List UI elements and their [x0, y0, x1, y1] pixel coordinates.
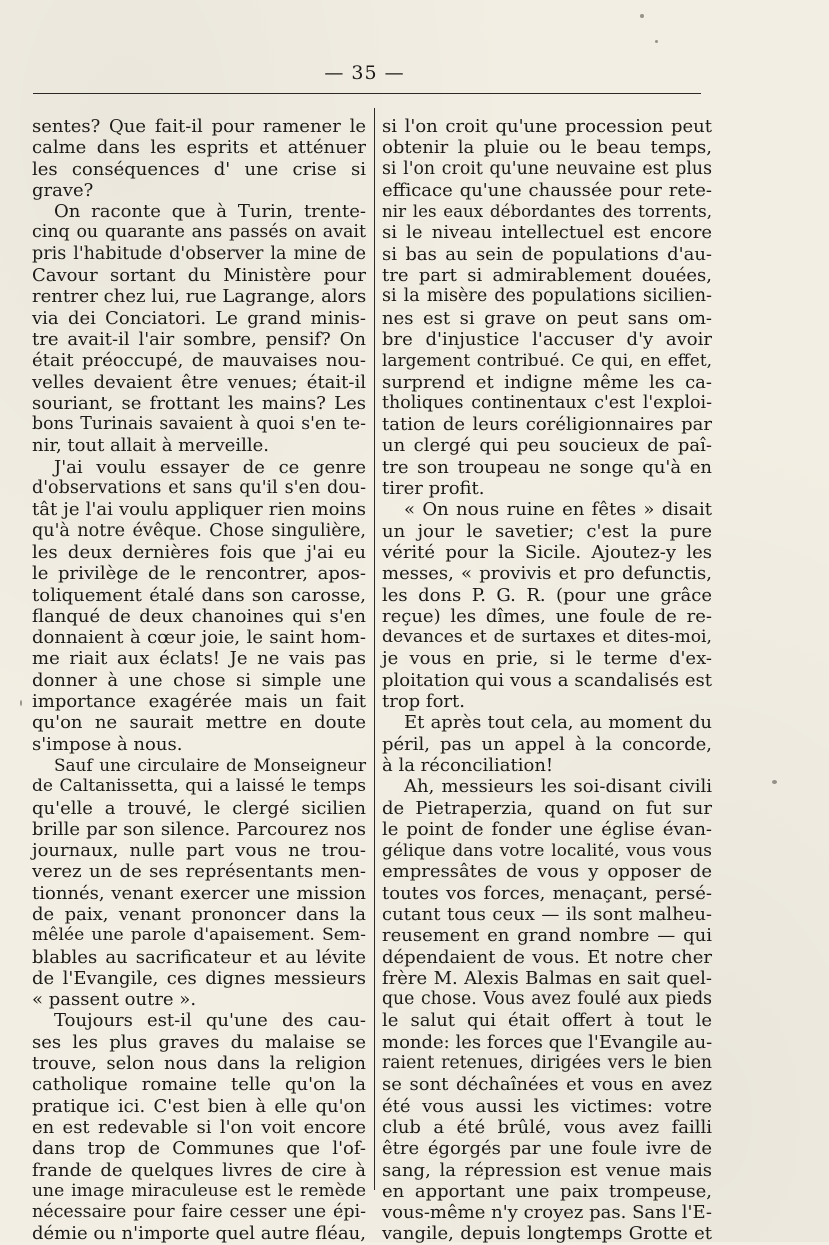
right-column-line: ploitation qui vous a scandalisés est: [382, 669, 712, 691]
left-column-line: verez un de ses représentants men-: [32, 861, 366, 883]
right-column-line: péril, pas un appel à la concorde,: [382, 733, 712, 755]
right-column-line: en apportant une paix trompeuse,: [382, 1180, 712, 1202]
left-column-line: « passent outre ».: [32, 989, 197, 1011]
left-column-line: bons Turinais savaient à quoi s'en te-: [32, 414, 366, 435]
left-column-line: souriant, se frottant les mains? Les: [32, 392, 366, 414]
left-column-line: frande de quelques livres de cire à: [32, 1159, 366, 1181]
left-column: [32, 116, 366, 1245]
left-column-line: blables au sacrificateur et au lévite: [32, 946, 366, 968]
left-column-line: sentes? Que fait-il pour ramener le: [32, 116, 366, 137]
left-column-line: de paix, venant prononcer dans la: [32, 903, 366, 925]
right-column-line: si l'on croit qu'une procession peut: [382, 116, 712, 137]
left-column-line: pratique ici. C'est bien à elle qu'on: [32, 1095, 366, 1117]
left-column-line: rentrer chez lui, rue Lagrange, alors: [32, 286, 367, 308]
right-column-line: surprend et indigne même les ca-: [382, 371, 712, 393]
right-column-line: si la misère des populations sicilien-: [382, 286, 712, 307]
left-column-line: journaux, nulle part vous ne trou-: [32, 840, 366, 862]
left-column-line: tionnés, venant exercer une mission: [32, 882, 366, 904]
left-column-line: dans trop de Communes que l'of-: [32, 1138, 366, 1160]
right-column-line: tholiques continentaux c'est l'exploi-: [382, 392, 712, 413]
left-column-line: le privilège de le rencontrer, apos-: [32, 563, 366, 585]
left-column-line: via dei Conciatori. Le grand minis-: [32, 307, 366, 329]
right-column-line: si l'on croit qu'une neuvaine est plus: [382, 158, 712, 179]
left-column-line: pris l'habitude d'observer la mine de: [32, 243, 366, 264]
right-column-line: vérité pour la Sicile. Ajoutez-y les: [382, 541, 712, 563]
left-column-line: donner à une chose si simple une: [32, 669, 366, 691]
right-column-line: empressâtes de vous y opposer de: [382, 861, 712, 883]
right-column-line: devances et de surtaxes et dites-moi,: [382, 627, 712, 648]
right-column-line: largement contribué. Ce qui, en effet,: [382, 350, 712, 371]
right-column-line: frère M. Alexis Balmas en sait quel-: [382, 967, 712, 989]
right-column-line: toutes vos forces, menaçant, persé-: [382, 882, 712, 904]
page-number: — 35 —: [324, 62, 405, 84]
left-column-line: était préoccupé, de mauvaises nou-: [32, 350, 366, 372]
right-column-line: un clergé qui peu soucieux de paî-: [382, 435, 712, 457]
right-column-line: cutant tous ceux — ils sont malheu-: [382, 903, 712, 925]
left-column-line: mêlée une parole d'apaisement. Sem-: [32, 925, 366, 946]
left-column-line: nir, tout allait à merveille.: [32, 435, 269, 457]
right-column-line: été vous aussi les victimes: votre: [382, 1095, 712, 1117]
right-column-line: se sont déchaînées et vous en avez: [382, 1074, 712, 1096]
right-column-line: si le niveau intellectuel est encore: [382, 222, 712, 244]
left-column-line: une image miraculeuse est le remède: [32, 1180, 366, 1201]
right-column-line: que chose. Vous avez foulé aux pieds: [382, 989, 712, 1010]
left-column-line: grave?: [32, 179, 94, 201]
left-column-line: importance exagérée mais un fait: [32, 691, 366, 713]
left-column-line: Sauf une circulaire de Monseigneur: [54, 754, 366, 775]
left-column-line: velles devaient être venues; était-il: [32, 371, 366, 393]
left-column-line: d'observations et sans qu'il s'en dou-: [32, 478, 366, 499]
right-column-line: bre d'injustice l'accuser d'y avoir: [382, 328, 712, 350]
right-column: [382, 116, 712, 1245]
right-column-line: « On nous ruine en fêtes » disait: [404, 499, 712, 521]
right-column-line: messes, « provivis et pro defunctis,: [382, 563, 712, 585]
right-column-line: tre part si admirablement douées,: [382, 265, 712, 287]
left-column-line: en est redevable si l'on voit encore: [32, 1116, 366, 1138]
left-column-line: flanqué de deux chanoines qui s'en: [32, 605, 366, 627]
right-column-line: tre son troupeau ne songe qu'à en: [382, 456, 712, 478]
left-column-line: trouve, selon nous dans la religion: [32, 1053, 366, 1075]
left-column-line: On raconte que à Turin, trente-: [54, 201, 366, 223]
left-column-line: Cavour sortant du Ministère pour: [32, 265, 366, 287]
left-column-line: calme dans les esprits et atténuer: [32, 137, 366, 159]
left-column-line: tât je l'ai voulu appliquer rien moins: [32, 499, 366, 521]
left-column-line: qu'à notre évêque. Chose singulière,: [32, 520, 366, 541]
left-column-line: me riait aux éclats! Je ne vais pas: [32, 648, 366, 670]
right-column-line: vangile, depuis longtemps Grotte et: [382, 1223, 712, 1245]
right-column-line: tation de leurs coréligionnaires par: [382, 414, 712, 436]
left-column-line: tre avait-il l'air sombre, pensif? On: [32, 328, 366, 350]
right-column-line: Ah, messieurs les soi-disant civili: [404, 776, 712, 798]
right-column-line: un jour le savetier; c'est la pure: [382, 520, 712, 542]
left-column-line: démie ou n'importe quel autre fléau,: [32, 1223, 366, 1245]
right-column-line: si bas au sein de populations d'au-: [382, 243, 712, 265]
right-column-line: club a été brûlé, vous avez failli: [382, 1116, 712, 1138]
scan-speck: [640, 14, 644, 18]
right-column-line: Et après tout cela, au moment du: [404, 712, 712, 734]
left-column-line: de Caltanissetta, qui a laissé le temps: [32, 776, 366, 797]
left-column-line: qu'on ne saurait mettre en doute: [32, 712, 366, 734]
right-column-line: nes est si grave on peut sans om-: [382, 307, 712, 329]
right-column-line: dépendaient de vous. Et notre cher: [382, 946, 712, 968]
left-column-line: donnaient à cœur joie, le saint hom-: [32, 627, 366, 649]
right-column-line: gélique dans votre localité, vous vous: [382, 840, 712, 861]
right-column-line: le point de fonder une église évan-: [382, 818, 712, 840]
right-column-line: vous-même n'y croyez pas. Sans l'E-: [382, 1202, 712, 1224]
right-column-line: efficace qu'une chaussée pour rete-: [382, 179, 712, 201]
header-rule: [33, 93, 701, 94]
scan-speck: [20, 700, 22, 706]
column-divider: [374, 108, 375, 1190]
left-column-line: ses les plus graves du malaise se: [32, 1031, 366, 1053]
left-column-line: cinq ou quarante ans passés on avait: [32, 222, 366, 243]
left-column-line: s'impose à nous.: [32, 733, 183, 755]
right-column-line: être égorgés par une foule ivre de: [382, 1138, 712, 1160]
left-column-line: nécessaire pour faire cesser une épi-: [32, 1202, 366, 1223]
right-column-line: obtenir la pluie ou le beau temps,: [382, 137, 712, 159]
right-column-line: monde: les forces que l'Evangile au-: [382, 1031, 713, 1053]
left-column-line: les conséquences d' une crise si: [32, 158, 366, 180]
left-column-line: qu'elle a trouvé, le clergé sicilien: [32, 797, 366, 819]
right-column-line: reçue) les dîmes, une foule de re-: [382, 605, 712, 627]
right-column-line: nir les eaux débordantes des torrents,: [382, 202, 712, 222]
left-column-line: Toujours est-il qu'une des cau-: [54, 1010, 366, 1032]
left-column-line: les deux dernières fois que j'ai eu: [32, 541, 366, 563]
scan-speck: [655, 40, 658, 43]
right-column-line: le salut qui était offert à tout le: [382, 1010, 712, 1032]
right-column-line: les dons P. G. R. (pour une grâce: [382, 584, 712, 606]
right-column-line: reusement en grand nombre — qui: [382, 925, 712, 947]
right-column-line: à la réconciliation!: [382, 754, 554, 776]
scan-speck: [772, 780, 777, 784]
left-column-line: brille par son silence. Parcourez nos: [32, 818, 366, 840]
right-column-line: tirer profit.: [382, 478, 485, 500]
left-column-line: catholique romaine telle qu'on la: [32, 1074, 366, 1096]
right-column-line: de Pietraperzia, quand on fut sur: [382, 797, 712, 819]
left-column-line: J'ai voulu essayer de ce genre: [54, 456, 366, 478]
right-column-line: raient retenues, dirigées vers le bien: [382, 1053, 712, 1074]
left-column-line: toliquement étalé dans son carosse,: [32, 584, 366, 606]
right-column-line: sang, la répression est venue mais: [382, 1159, 712, 1181]
right-column-line: je vous en prie, si le terme d'ex-: [382, 648, 712, 670]
right-column-line: trop fort.: [382, 691, 465, 713]
left-column-line: de l'Evangile, ces dignes messieurs: [32, 967, 366, 989]
